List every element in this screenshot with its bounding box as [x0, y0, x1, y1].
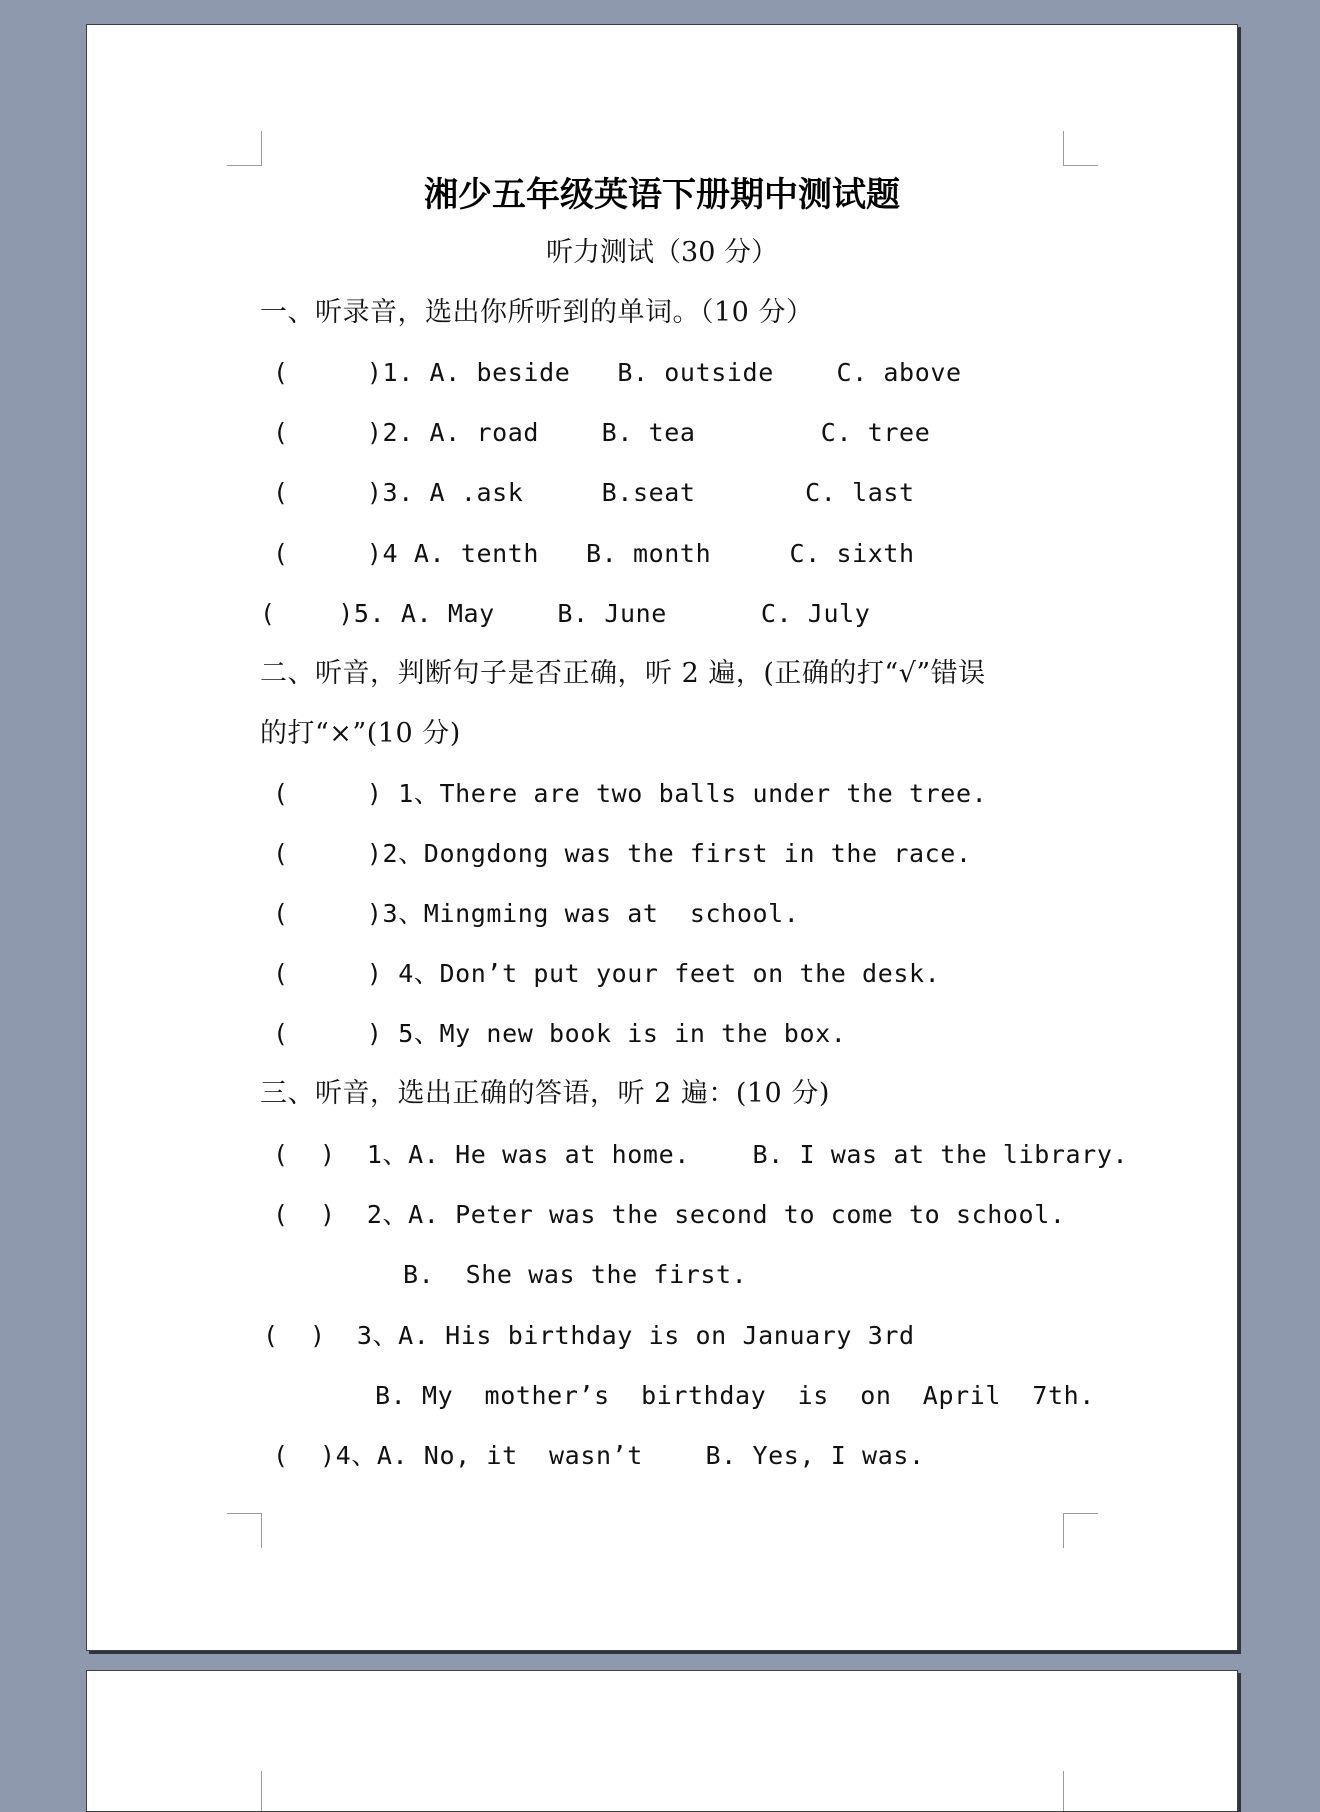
- document-page-2: [86, 1670, 1238, 1812]
- section2-heading-line1: 二、听音，判断句子是否正确，听 2 遍，(正确的打“√”错误: [260, 658, 986, 689]
- document-page-1: [86, 24, 1238, 1651]
- section1-heading: 一、听录音，选出你所听到的单词。（10 分）: [260, 297, 814, 328]
- section3-item-option: B. She was the first.: [403, 1260, 748, 1289]
- margin-mark-top-left: [227, 1771, 262, 1811]
- section1-item: ( )2. A. road B. tea C. tree: [273, 418, 931, 447]
- section3-item: ( ) 1、A. He was at home. B. I was at the library.: [273, 1140, 1129, 1169]
- section1-item: ( )1. A. beside B. outside C. above: [273, 358, 962, 387]
- section3-heading: 三、听音，选出正确的答语，听 2 遍：(10 分): [260, 1078, 830, 1109]
- section2-item: ( )3、Mingming was at school.: [273, 899, 800, 928]
- section2-item: ( ) 5、My new book is in the box.: [273, 1019, 847, 1048]
- section2-heading-line2: 的打“×”(10 分): [260, 718, 461, 749]
- section2-item: ( ) 4、Don’t put your feet on the desk.: [273, 959, 941, 988]
- section1-item: ( )4 A. tenth B. month C. sixth: [273, 539, 915, 568]
- section3-item: ( ) 2、A. Peter was the second to come to school.: [273, 1200, 1066, 1229]
- section2-item: ( ) 1、There are two balls under the tree.: [273, 779, 988, 808]
- section3-item: ( )4、A. No, it wasn’t B. Yes, I was.: [273, 1441, 925, 1470]
- section1-item: ( )5. A. May B. June C. July: [260, 599, 871, 628]
- page-subtitle: 听力测试（30 分）: [546, 237, 778, 268]
- margin-mark-bottom-left: [227, 1513, 262, 1548]
- margin-mark-top-left: [227, 131, 262, 166]
- margin-mark-top-right: [1063, 131, 1098, 166]
- section3-item: ( ) 3、A. His birthday is on January 3rd: [263, 1321, 915, 1350]
- section1-item: ( )3. A .ask B.seat C. last: [273, 478, 915, 507]
- section2-item: ( )2、Dongdong was the first in the race.: [273, 839, 972, 868]
- margin-mark-top-right: [1063, 1771, 1098, 1811]
- margin-mark-bottom-right: [1063, 1513, 1098, 1548]
- section3-item-option: B. My mother’s birthday is on April 7th.: [375, 1381, 1095, 1410]
- page-title: 湘少五年级英语下册期中测试题: [424, 175, 900, 215]
